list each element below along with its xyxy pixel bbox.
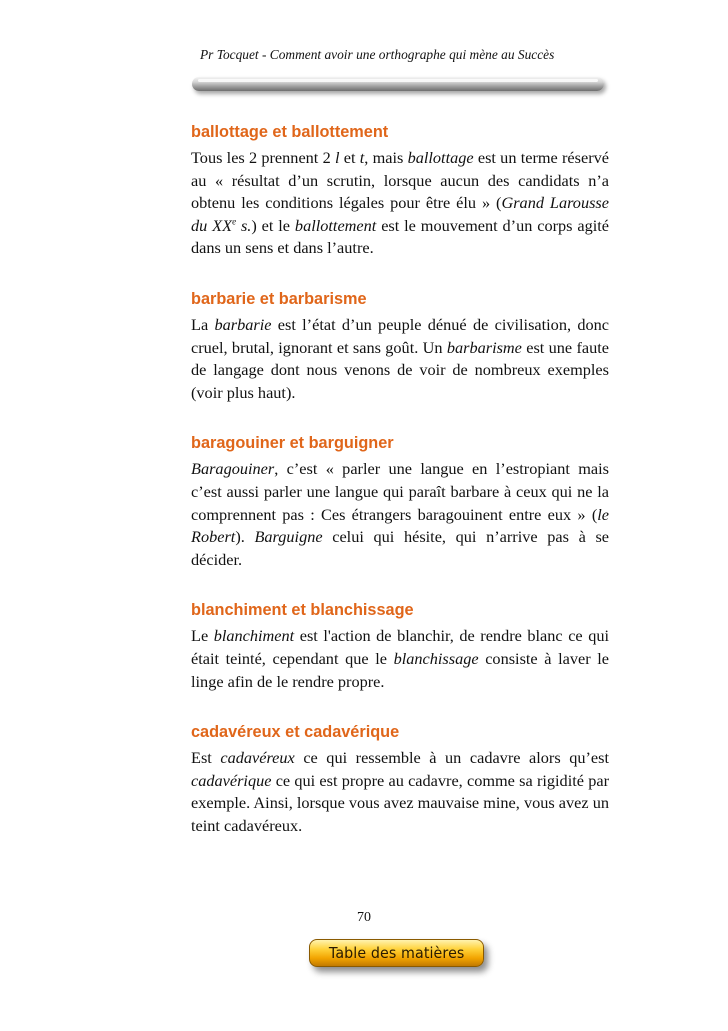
italic-term: ballottage bbox=[407, 148, 474, 167]
italic-term: Baragouiner bbox=[191, 459, 275, 479]
text-segment: La bbox=[191, 314, 215, 334]
text-segment: ). bbox=[235, 527, 255, 547]
entry-heading: blanchiment et blanchissage bbox=[191, 601, 414, 620]
entry-heading: cadavéreux et cadavérique bbox=[191, 723, 400, 742]
italic-term: cadavérique bbox=[191, 770, 272, 790]
entry-definition bbox=[191, 147, 609, 260]
text-segment: consiste à laver le linge afin de le rendre propre. bbox=[191, 648, 610, 691]
text-segment: est l'action de blanchir, de rendre blanc ce qui était teinté, cependant que le bbox=[191, 626, 609, 668]
italic-term: ballottement bbox=[294, 215, 377, 235]
italic-term: barbarie bbox=[214, 314, 272, 334]
text-segment: est l’état d’un peuple dénué de civilisation, donc cruel, brutal, ignorant et sans goût. Un bbox=[191, 314, 609, 357]
entry-definition bbox=[191, 747, 609, 837]
italic-term: e bbox=[232, 216, 237, 227]
page-header-title: Pr Tocquet - Comment avoir une orthographe qui mène au Succès bbox=[200, 47, 555, 62]
toc-button-label: Table des matières bbox=[328, 944, 465, 962]
glossary-entry bbox=[191, 432, 609, 571]
text-segment: Le bbox=[191, 626, 214, 646]
page-number: 70 bbox=[357, 910, 371, 925]
header-divider bbox=[192, 77, 604, 91]
entry-definition bbox=[191, 458, 609, 571]
text-segment: ce qui ressemble à un cadavre alors qu’est bbox=[294, 748, 609, 768]
glossary-entry bbox=[191, 721, 609, 837]
entry-heading: ballottage et ballottement bbox=[191, 123, 389, 141]
entry-heading: barbarie et barbarisme bbox=[191, 289, 367, 308]
text-segment: Est bbox=[191, 748, 221, 768]
glossary-entry bbox=[191, 599, 609, 693]
italic-term: s. bbox=[236, 215, 252, 235]
text-segment: celui qui hésite, qui n’arrive pas à se décider. bbox=[191, 527, 610, 569]
text-segment: est le mouvement d’un corps agité dans un sens et dans l’autre. bbox=[191, 215, 610, 258]
italic-term: Barguigne bbox=[254, 527, 323, 547]
italic-term: blanchissage bbox=[393, 648, 479, 668]
entry-definition bbox=[191, 625, 609, 693]
entry-heading: baragouiner et barguigner bbox=[191, 434, 394, 453]
italic-term: l bbox=[334, 148, 340, 167]
table-of-contents-button[interactable] bbox=[309, 939, 484, 967]
glossary-entry bbox=[191, 288, 609, 404]
text-segment: Tous les 2 prennent 2 bbox=[191, 148, 335, 167]
italic-term: Grand Larousse du XX bbox=[191, 193, 609, 235]
text-segment: est une faute de langage dont nous venons de voir de nombreux exemples (voir plus haut). bbox=[191, 337, 610, 402]
italic-term: cadavéreux bbox=[220, 748, 295, 768]
text-segment: ) et le bbox=[251, 215, 295, 235]
text-segment: est un terme réservé au « résultat d’un scrutin, lorsque aucun des candidats n’a obtenu les conditions légales pour être élu » ( bbox=[191, 148, 610, 213]
italic-term: barbarisme bbox=[446, 337, 522, 357]
entry-definition bbox=[191, 314, 609, 404]
glossary-entry bbox=[191, 121, 609, 260]
text-segment: et bbox=[339, 148, 360, 167]
text-segment: , c’est « parler une langue en l’estropiant mais c’est aussi parler une langue qui paraît barbare à ceux qui ne la comprennent pas : Ces étrangers baragouinent entre eux » ( bbox=[191, 459, 609, 524]
text-segment: , mais bbox=[364, 148, 408, 167]
italic-term: blanchiment bbox=[213, 626, 295, 646]
text-segment: ce qui est propre au cadavre, comme sa rigidité par exemple. Ainsi, lorsque vous avez mauvaise mine, vous avez un teint cadavéreux. bbox=[191, 770, 609, 835]
italic-term: le Robert bbox=[191, 504, 609, 547]
glossary-content bbox=[191, 121, 609, 865]
italic-term: t bbox=[359, 148, 365, 167]
